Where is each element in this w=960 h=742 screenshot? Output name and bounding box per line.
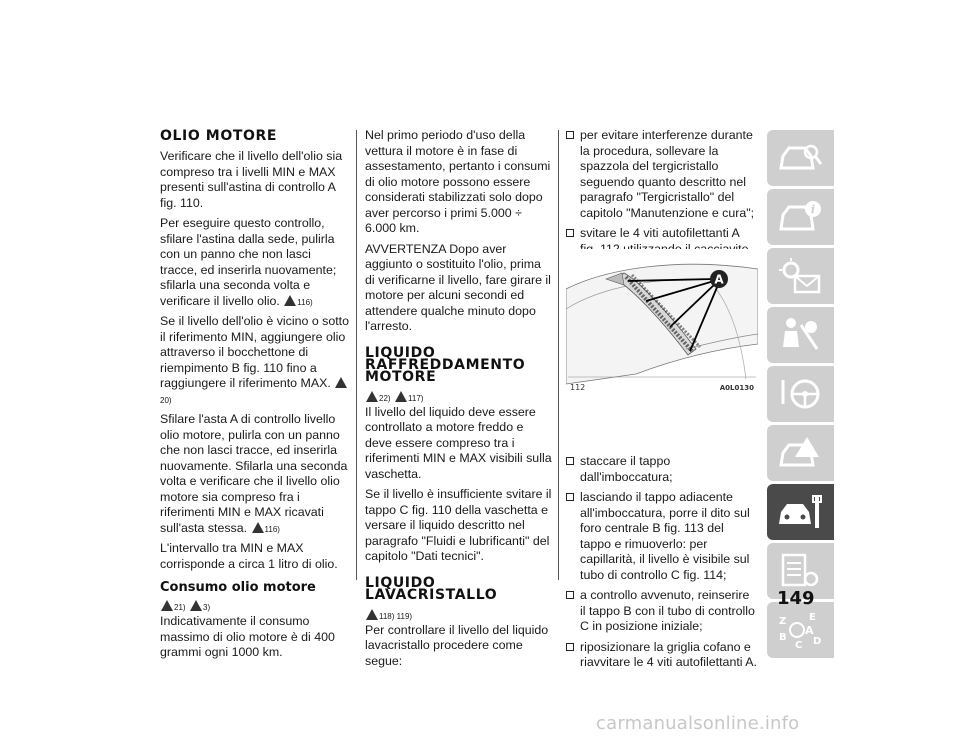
- warning-icon: [366, 391, 378, 402]
- svg-text:i: i: [810, 203, 816, 216]
- paragraph: Per controllare il livello del liquido lavacristallo procedere come segue:: [365, 622, 549, 668]
- page-number: 149: [777, 588, 815, 609]
- figure-number: 112: [570, 383, 586, 392]
- watermark: carmanualsonline.info: [596, 713, 800, 734]
- list-item: a controllo avvenuto, reinserire il tappo B con il tubo di controllo C in posizione iniziale;: [566, 588, 758, 635]
- car-maintenance-icon: [777, 492, 823, 532]
- footnote-ref[interactable]: 116): [297, 297, 313, 307]
- tab-index[interactable]: [767, 602, 834, 658]
- paragraph: Verificare che il livello dell'olio sia compreso tra i livelli MIN e MAX presenti sull'astina di controllo A fig. 110.: [160, 149, 343, 210]
- hood-grille-illustration: [566, 249, 758, 397]
- warning-icon: [366, 609, 378, 620]
- warning-icon: [395, 391, 407, 402]
- column-left: [160, 128, 350, 666]
- tab-car-search[interactable]: [767, 130, 834, 186]
- warning-icon: [190, 600, 202, 611]
- consumption-refs: [160, 599, 350, 611]
- alphabetical-index-icon: [777, 610, 823, 650]
- svg-text:B: B: [779, 632, 787, 643]
- tab-starting-driving[interactable]: [767, 366, 834, 422]
- tab-maintenance[interactable]: [767, 484, 834, 540]
- checkbox-bullet-icon: [566, 229, 574, 237]
- tab-safety[interactable]: [767, 307, 834, 363]
- list-item: per evitare interferenze durante la procedura, sollevare la spazzola del tergicristallo seguendo quanto descritto nel paragrafo "Tergicristallo" del capitolo "Manutenzione e cura";: [566, 128, 758, 221]
- paragraph: Il livello del liquido deve essere controllato a motore freddo e deve essere compreso tra i riferimenti MIN e MAX visibili sulla vaschetta.: [365, 404, 552, 481]
- heading-consumo-olio: Consumo olio motore: [160, 580, 316, 595]
- figure-code: A0L0130: [719, 384, 754, 392]
- checkbox-bullet-icon: [566, 643, 574, 651]
- footnote-ref[interactable]: 116): [264, 524, 280, 534]
- footnote-ref[interactable]: 20): [160, 395, 172, 405]
- chapter-tabs: [767, 130, 834, 661]
- tab-warning-lights[interactable]: [767, 248, 834, 304]
- tab-emergency[interactable]: [767, 425, 834, 481]
- steering-wheel-icon: [777, 374, 823, 414]
- svg-text:E: E: [809, 612, 816, 623]
- paragraph: [160, 412, 350, 536]
- column-right: [566, 128, 758, 676]
- coolant-refs: [365, 390, 553, 402]
- paragraph-text: Per eseguire questo controllo, sfilare l'astina dalla sede, pulirla con un panno che non lasci tracce, ed inserirla nuovamente; sfilarla una seconda volta e verificare il livello olio.: [160, 216, 337, 308]
- list-item: staccare il tappo dall'imboccatura;: [566, 454, 758, 485]
- technical-data-icon: [777, 551, 823, 591]
- paragraph: Nel primo periodo d'uso della vettura il motore è in fase di assestamento, pertanto i consumi di olio motore possono essere considerati stabilizzati solo dopo aver percorso i primi 5.000 ÷ 6.000 km.: [365, 128, 551, 235]
- footnote-ref[interactable]: 3): [203, 603, 211, 612]
- figure-112: [566, 249, 758, 397]
- checkbox-bullet-icon: [566, 493, 574, 501]
- paragraph: AVVERTENZA Dopo aver aggiunto o sostituito l'olio, prima di verificarne il livello, fare girare il motore per alcuni secondi ed attendere qualche minuto dopo l'arresto.: [365, 241, 551, 333]
- warning-icon: [284, 295, 296, 306]
- svg-text:D: D: [813, 636, 822, 647]
- warning-icon: [335, 377, 347, 388]
- checkbox-bullet-icon: [566, 591, 574, 599]
- column-divider: [558, 130, 559, 580]
- warning-light-icon: [777, 256, 823, 296]
- paragraph-text: Se il livello dell'olio è vicino o sotto il riferimento MIN, aggiungere olio attraverso il bocchettone di riempimento B fig. 110 fino a raggiungere il riferimento MAX.: [160, 314, 350, 390]
- list-item: riposizionare la griglia cofano e riavvitare le 4 viti autofilettanti A.: [566, 640, 758, 671]
- washer-refs: [365, 608, 553, 620]
- footnote-ref[interactable]: 118) 119): [379, 611, 413, 621]
- paragraph: L'intervallo tra MIN e MAX corrisponde a circa 1 litro di olio.: [160, 541, 338, 571]
- svg-text:Z: Z: [779, 616, 787, 627]
- figure-callout: A: [714, 272, 724, 287]
- checkbox-bullet-icon: [566, 457, 574, 465]
- paragraph: [160, 314, 350, 407]
- paragraph: Indicativamente il consumo massimo di olio motore è di 400 grammi ogni 1000 km.: [160, 614, 335, 659]
- footnote-ref[interactable]: 21): [174, 603, 186, 612]
- list-item: lasciando il tappo adiacente all'imboccatura, porre il dito sul foro centrale B fig. 113 del tappo e rimuoverlo: per capillarità, il livello è visibile sul tubo di controllo C fig. 114;: [566, 490, 758, 583]
- heading-liquido-raffreddamento: LIQUIDO RAFFREDDAMENTO MOTORE: [365, 344, 526, 385]
- list-item: svitare le 4 viti autofilettanti A: [566, 226, 758, 288]
- car-emergency-icon: [777, 433, 823, 473]
- checkbox-bullet-icon: [566, 131, 574, 139]
- paragraph: Se il livello è insufficiente svitare il tappo C fig. 110 della vaschetta e versare il liquido descritto nel paragrafo "Fluidi e lubrificanti" del capitolo "Dati tecnici".: [365, 487, 552, 563]
- warning-icon: [161, 600, 173, 611]
- car-search-icon: [777, 138, 823, 178]
- svg-text:C: C: [795, 640, 803, 650]
- paragraph: [160, 216, 350, 309]
- paragraph-text: Sfilare l'asta A di controllo livello olio motore, pulirla con un panno che non lasci tracce, ed inserirla nuovamente. Sfilarla una seconda volta e verificare che il livello olio motore sia compreso fra i riferimenti MIN e MAX ricavati sull'asta stessa.: [160, 412, 348, 535]
- svg-text:A: A: [805, 624, 814, 637]
- column-divider: [356, 130, 357, 580]
- safety-airbag-icon: [777, 315, 823, 355]
- footnote-ref[interactable]: 117): [408, 393, 424, 403]
- car-info-icon: [777, 197, 823, 237]
- warning-icon: [252, 522, 264, 533]
- heading-liquido-lavacristallo: LIQUIDO LAVACRISTALLO: [365, 574, 498, 603]
- column-middle: [365, 128, 553, 674]
- footnote-ref[interactable]: 22): [379, 393, 391, 403]
- heading-olio-motore: OLIO MOTORE: [160, 128, 278, 144]
- tab-car-info[interactable]: [767, 189, 834, 245]
